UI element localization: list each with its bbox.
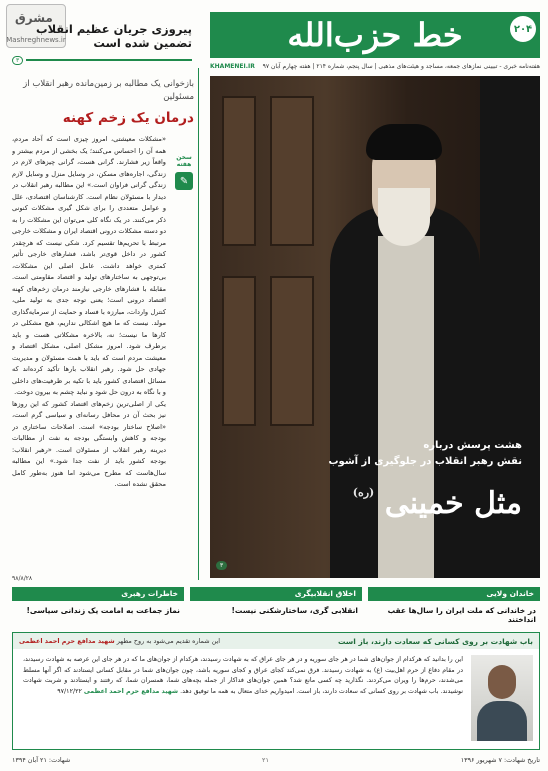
footer-date: شهادت: ۲۱ آبان ۱۳۹۴	[12, 756, 71, 764]
martyr-dedication-name: شهید مدافع حرم احمد اعظمی	[19, 637, 115, 645]
photo-title-text: مثل خمینی	[384, 486, 522, 521]
section-box-memoirs[interactable]	[12, 587, 184, 623]
top-rule	[12, 56, 192, 64]
door-panel	[270, 276, 314, 426]
side-tag	[172, 154, 196, 190]
divider	[26, 59, 192, 61]
photo-title-seal: (ره)	[352, 486, 375, 499]
article-paragraph-2: یکی از اصلی‌ترین زخم‌های اقتصاد کشور که این روزها نیز بحث آن در محافل رسانه‌ای و سیاسی گرم است، «اصلاح ساختار بودجه» است. اصلاحات ساختاری در بودجه و کاهش وابستگی بودجه به نفت از مطالبات دیرینه رهبر انقلاب از مسئولان است. «رهبر انقلاب: بودجه کشور باید از نفت جدا شود.» این مطالبه سال‌هاست که مطرح می‌شود اما هنوز به‌طور کامل محقق نشده است.	[12, 399, 166, 488]
watermark-glyph: مشرق	[15, 11, 53, 25]
left-article	[12, 68, 194, 580]
martyr-text	[23, 655, 463, 741]
martyr-credit: شهید مدافع حرم احمد اعظمی	[83, 687, 179, 695]
article-body	[12, 134, 194, 562]
martyr-box	[12, 632, 540, 750]
site-mark[interactable]: KHAMENEI.IR	[210, 62, 255, 70]
martyr-text-body: این را بدانید که هرکدام از جوان‌های شما در هر جای سوریه و در هر جای عراق که به شهادت رسیدند، هرکدام از جوان‌های ما که در هر جای این عرصه به شهادت رسیدند، در مقام دفاع از حرم اهل‌بیت (ع) به شهادت رسیدند. فرق نمی‌کند کجای عراق و کجای سوریه باشد، چون جوان‌های شما در مقابل کسانی ایستادند که اگر آنها مسلط می‌شدند، حرم‌ها را ویران می‌کردند. نگذارید چه کسی مانع شد؟ همین جوان‌های فداکار از جمله بچه‌های شما، همسران شما، که رفتند و ایستادند و شربت شهادت نوشیدند. باب شهادت بر روی کسانی که سعادت دارند، باز است. امیدواریم خدای متعال به همه ما توفیق دهد.	[23, 656, 463, 695]
photo-page-ref: ۳	[216, 561, 227, 570]
door-panel	[270, 96, 314, 246]
masthead-title: خط حزب‌الله	[287, 16, 463, 54]
footer-martyrdom-date: تاریخ شهادت: ۷ شهریور ۱۳۹۶	[460, 756, 540, 764]
masthead-subtitle: هفته‌نامه خبری - تبیینی نمازهای جمعه، مساجد و هیئت‌های مذهبی | سال پنجم، شماره ۲۱۴ | هفته چهارم آبان ۹۷	[262, 62, 540, 70]
top-headline-line1: پیروزی جریان عظیم انقلاب	[36, 22, 192, 36]
issue-badge: ۲۰۴	[510, 16, 536, 42]
martyr-box-header	[13, 633, 539, 649]
article-wrap	[12, 134, 194, 562]
martyr-photo-head	[488, 665, 516, 699]
masthead	[210, 12, 540, 58]
footer	[12, 754, 540, 766]
photo-caption	[292, 438, 522, 470]
martyr-dedication-prefix: این شماره تقدیم می‌شود به روح مطهر	[116, 637, 221, 645]
door-panel	[222, 276, 256, 426]
article-headline[interactable]: درمان یک زخم کهنه	[62, 110, 194, 126]
martyr-date-stamp: ۹۷/۱۲/۲۲	[57, 687, 82, 695]
section-box-ethics[interactable]	[190, 587, 362, 623]
column-divider	[198, 68, 199, 580]
quote-icon: ✎	[175, 172, 193, 190]
section-tab: خاطرات رهبری	[12, 587, 184, 601]
door-panel	[222, 96, 256, 246]
side-tag-label: سخن هفته	[176, 154, 192, 168]
article-date: ۹۸/۸/۲۸	[12, 575, 33, 582]
figure-turban	[366, 124, 442, 160]
photo-title[interactable]	[350, 486, 522, 521]
top-headline[interactable]	[12, 22, 192, 50]
section-tab: خاندان ولایی	[368, 587, 540, 601]
photo-caption-line2: نقش رهبر انقلاب در جلوگیری از آشوب	[328, 456, 522, 467]
page-ref: ۳	[12, 56, 23, 65]
watermark-text: Mashreghnews.ir	[6, 36, 66, 44]
footer-mid: ۲۱	[262, 756, 269, 764]
sections-strip	[12, 587, 540, 623]
top-headline-line2: تضمین شده است	[93, 36, 192, 50]
article-kicker: بازخوانی یک مطالبه بر زمین‌مانده رهبر انقلاب از مسئولین	[23, 79, 194, 102]
section-headline: نماز جماعت به امامت یک زندانی سیاسی!	[26, 606, 180, 615]
section-headline: انقلابی گری، ساختارشکنی نیست!	[231, 606, 358, 615]
photo-caption-line1: هشت پرسش درباره	[423, 440, 522, 451]
figure-inner	[378, 236, 434, 578]
main-photo[interactable]	[210, 76, 540, 578]
martyr-dedication	[19, 637, 220, 645]
figure-beard	[378, 188, 430, 246]
section-box-family[interactable]	[368, 587, 540, 623]
martyr-photo	[471, 655, 533, 741]
article-paragraph: «مشکلات معیشتی، امروز چیزی است که آحاد مردم، همه آن را احساس می‌کنند؛ یک بخشی از مردم بیشتر و واقعاً زیر فشارند. گرانی هست، گرانی چیزهای لازم در زندگی، اجاره‌های مسکن، در وسایل منزل و وسایل لازم زندگی گرانی فراوان است.» این مطالبه رهبر انقلاب در دیدار با مسئولان نظام است. کارشناسان اقتصادی، علل و عوامل متعددی را برای شکل گیری مشکلات کنونی ذکر می‌کنند. در یک نگاه کلی می‌توان این مشکلات را به دو دسته مشکلات درونی اقتصاد ایران و مشکلات خارجی مرتبط با تحریم‌ها تقسیم کرد. شکی نیست که هرچقدر کشور در داخل قوی‌تر باشد، فشارهای خارجی تأثیر کمتری خواهد داشت. عامل اصلی این مشکلات، بی‌توجهی به ساختارهای تولید و اقتصاد مقاومتی است. مقابله با فشارهای خارجی نیازمند درمان زخم‌های کهنه اقتصاد درونی است؛ یعنی توجه جدی به تولید ملی، کنترل واردات، مبارزه با فساد و حمایت از سرمایه‌گذاری مولد. نیست که ما هیچ اشکالی نداریم، هیچ مشکلی در کارها ما نیست؛ نه، بالاخره مشکلاتی هست و باید برطرف شود. امروز مشکل اصلی، مشکل اقتصاد و معیشت مردم است که باید با همت مسئولان و مدیریت جهادی حل شود. رهبر انقلاب بارها تأکید کرده‌اند که مسائل اقتصادی کشور باید با تکیه بر ظرفیت‌های داخلی و با نگاه به درون حل شود و نباید چشم به بیرون دوخت.	[12, 135, 166, 396]
section-tab: اخلاق انقلابیگری	[190, 587, 362, 601]
martyr-box-title: باب شهادت بر روی کسانی که سعادت دارند، باز است	[337, 636, 533, 646]
masthead-subtitle-row	[210, 60, 540, 72]
section-headline: در خاندانی که ملت ایران را سال‌ها عقب انداختند	[387, 606, 536, 624]
martyr-photo-body	[477, 701, 527, 741]
